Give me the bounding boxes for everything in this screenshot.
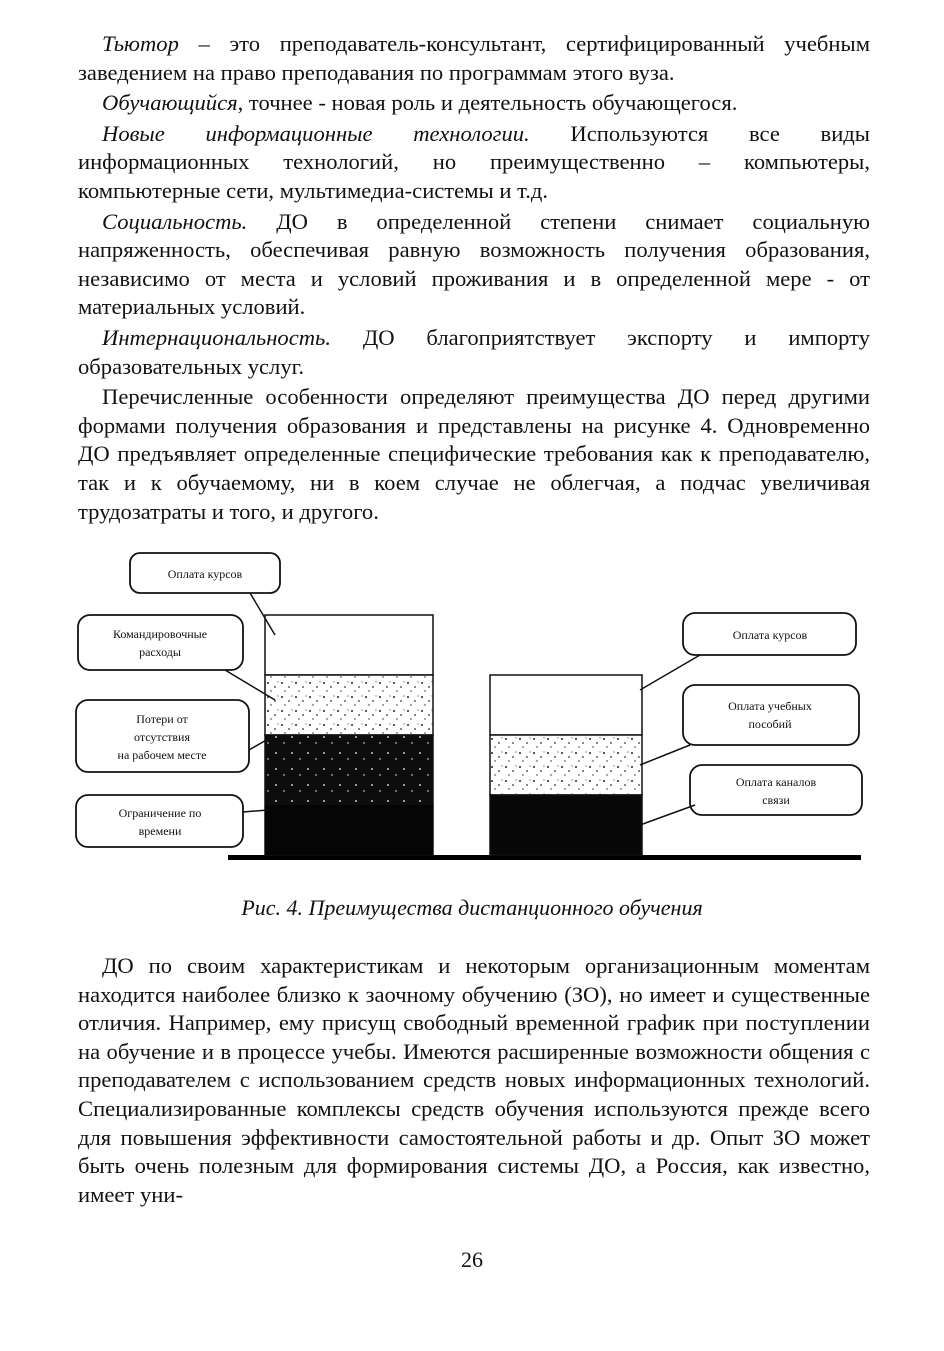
paragraph-learner (78, 89, 870, 118)
bar-traditional (265, 615, 433, 855)
callout-label: Ограничение по (118, 806, 202, 820)
definition: ДО в определенной степени снимает социальную напряженность, обеспечивая равную возможность получения образования, независимо от места и условий проживания и в определенной мере - от материальных условий. (78, 208, 870, 320)
callout-label: времени (138, 824, 182, 838)
page-number: 26 (461, 1247, 483, 1272)
paragraph-comparison: ДО по своим характеристикам и некоторым организационным моментам находится наиболее близко к заочному обучению (ЗО), но имеет и существенные отличия. Например, ему присущ свободный временной график при поступлении на обучение и в процессе учебы. Имеются расширенные возможности общения с преподавателем с использованием средств новых информационных технологий. Специализированные комплексы средств обучения используются прежде всего для повышения эффективности самостоятельной работы и др. Опыт ЗО может быть очень полезным для формирования системы ДО, а Россия, как известно, имеет уни- (78, 953, 870, 1207)
term: Социальность. (102, 208, 248, 234)
definition: Используются все виды информационных технологий, но преимущественно – компьютеры, компьютерные сети, мультимедиа-системы и т.д. (78, 120, 870, 203)
definition: ДО благоприятствует экспорту и импорту образовательных услуг. (78, 324, 870, 379)
term: Тьютор (102, 31, 179, 56)
callout-right-course-fee (640, 613, 856, 690)
callout-label: расходы (139, 645, 181, 659)
figure-advantages (0, 540, 944, 870)
intro-text (78, 30, 870, 526)
callout-right-textbooks (640, 685, 859, 765)
figure-caption: Рис. 4. Преимущества дистанционного обучения (241, 895, 703, 920)
segment-course-fee (490, 675, 642, 735)
callout-label: отсутствия (134, 730, 190, 744)
callout-label: Командировочные (112, 627, 208, 641)
callout-label: на рабочем месте (117, 748, 207, 762)
segment-travel-expenses (265, 675, 433, 735)
term: Интернациональность. (102, 324, 331, 350)
callout-label: пособий (748, 717, 792, 731)
paragraph-it (78, 120, 870, 206)
segment-comm-channels (490, 795, 642, 855)
callout-right-channels (640, 765, 862, 825)
callout-label: Оплата курсов (167, 567, 243, 581)
term: Новые информационные технологии. (102, 120, 530, 146)
paragraph-tutor (78, 30, 870, 87)
callout-label: связи (762, 793, 790, 807)
paragraph-social (78, 208, 870, 322)
callout-left-travel (78, 615, 275, 700)
definition: – это преподаватель-консультант, сертифицированный учебным заведением на право преподавания по программам этого вуза. (78, 31, 870, 85)
callout-label: Оплата учебных (728, 699, 812, 713)
segment-time-limit (265, 805, 433, 855)
bar-distance (490, 675, 642, 855)
segment-course-fee (265, 615, 433, 675)
callout-label: Оплата каналов (735, 775, 817, 789)
callout-label: Потери от (136, 712, 188, 726)
term: Обучающийся (102, 90, 238, 116)
paragraph-summary (78, 383, 870, 526)
definition: , точнее - новая роль и деятельность обучающегося. (237, 90, 738, 116)
segment-textbooks (490, 735, 642, 795)
body-text (78, 952, 870, 1209)
summary-text: Перечисленные особенности определяют преимущества ДО перед другими формами получения образования и представлены на рисунке 4. Одновременно ДО предъявляет определенные специфические требования как к преподавателю, так и к обучаемому, ни в коем случае не облегчая, а подчас увеличивая трудозатраты и того, и другого. (78, 384, 870, 524)
callout-label: Оплата курсов (732, 628, 808, 642)
paragraph-international (78, 324, 870, 381)
callout-left-time-limit (76, 795, 268, 847)
callout-left-lost-work (76, 700, 275, 772)
